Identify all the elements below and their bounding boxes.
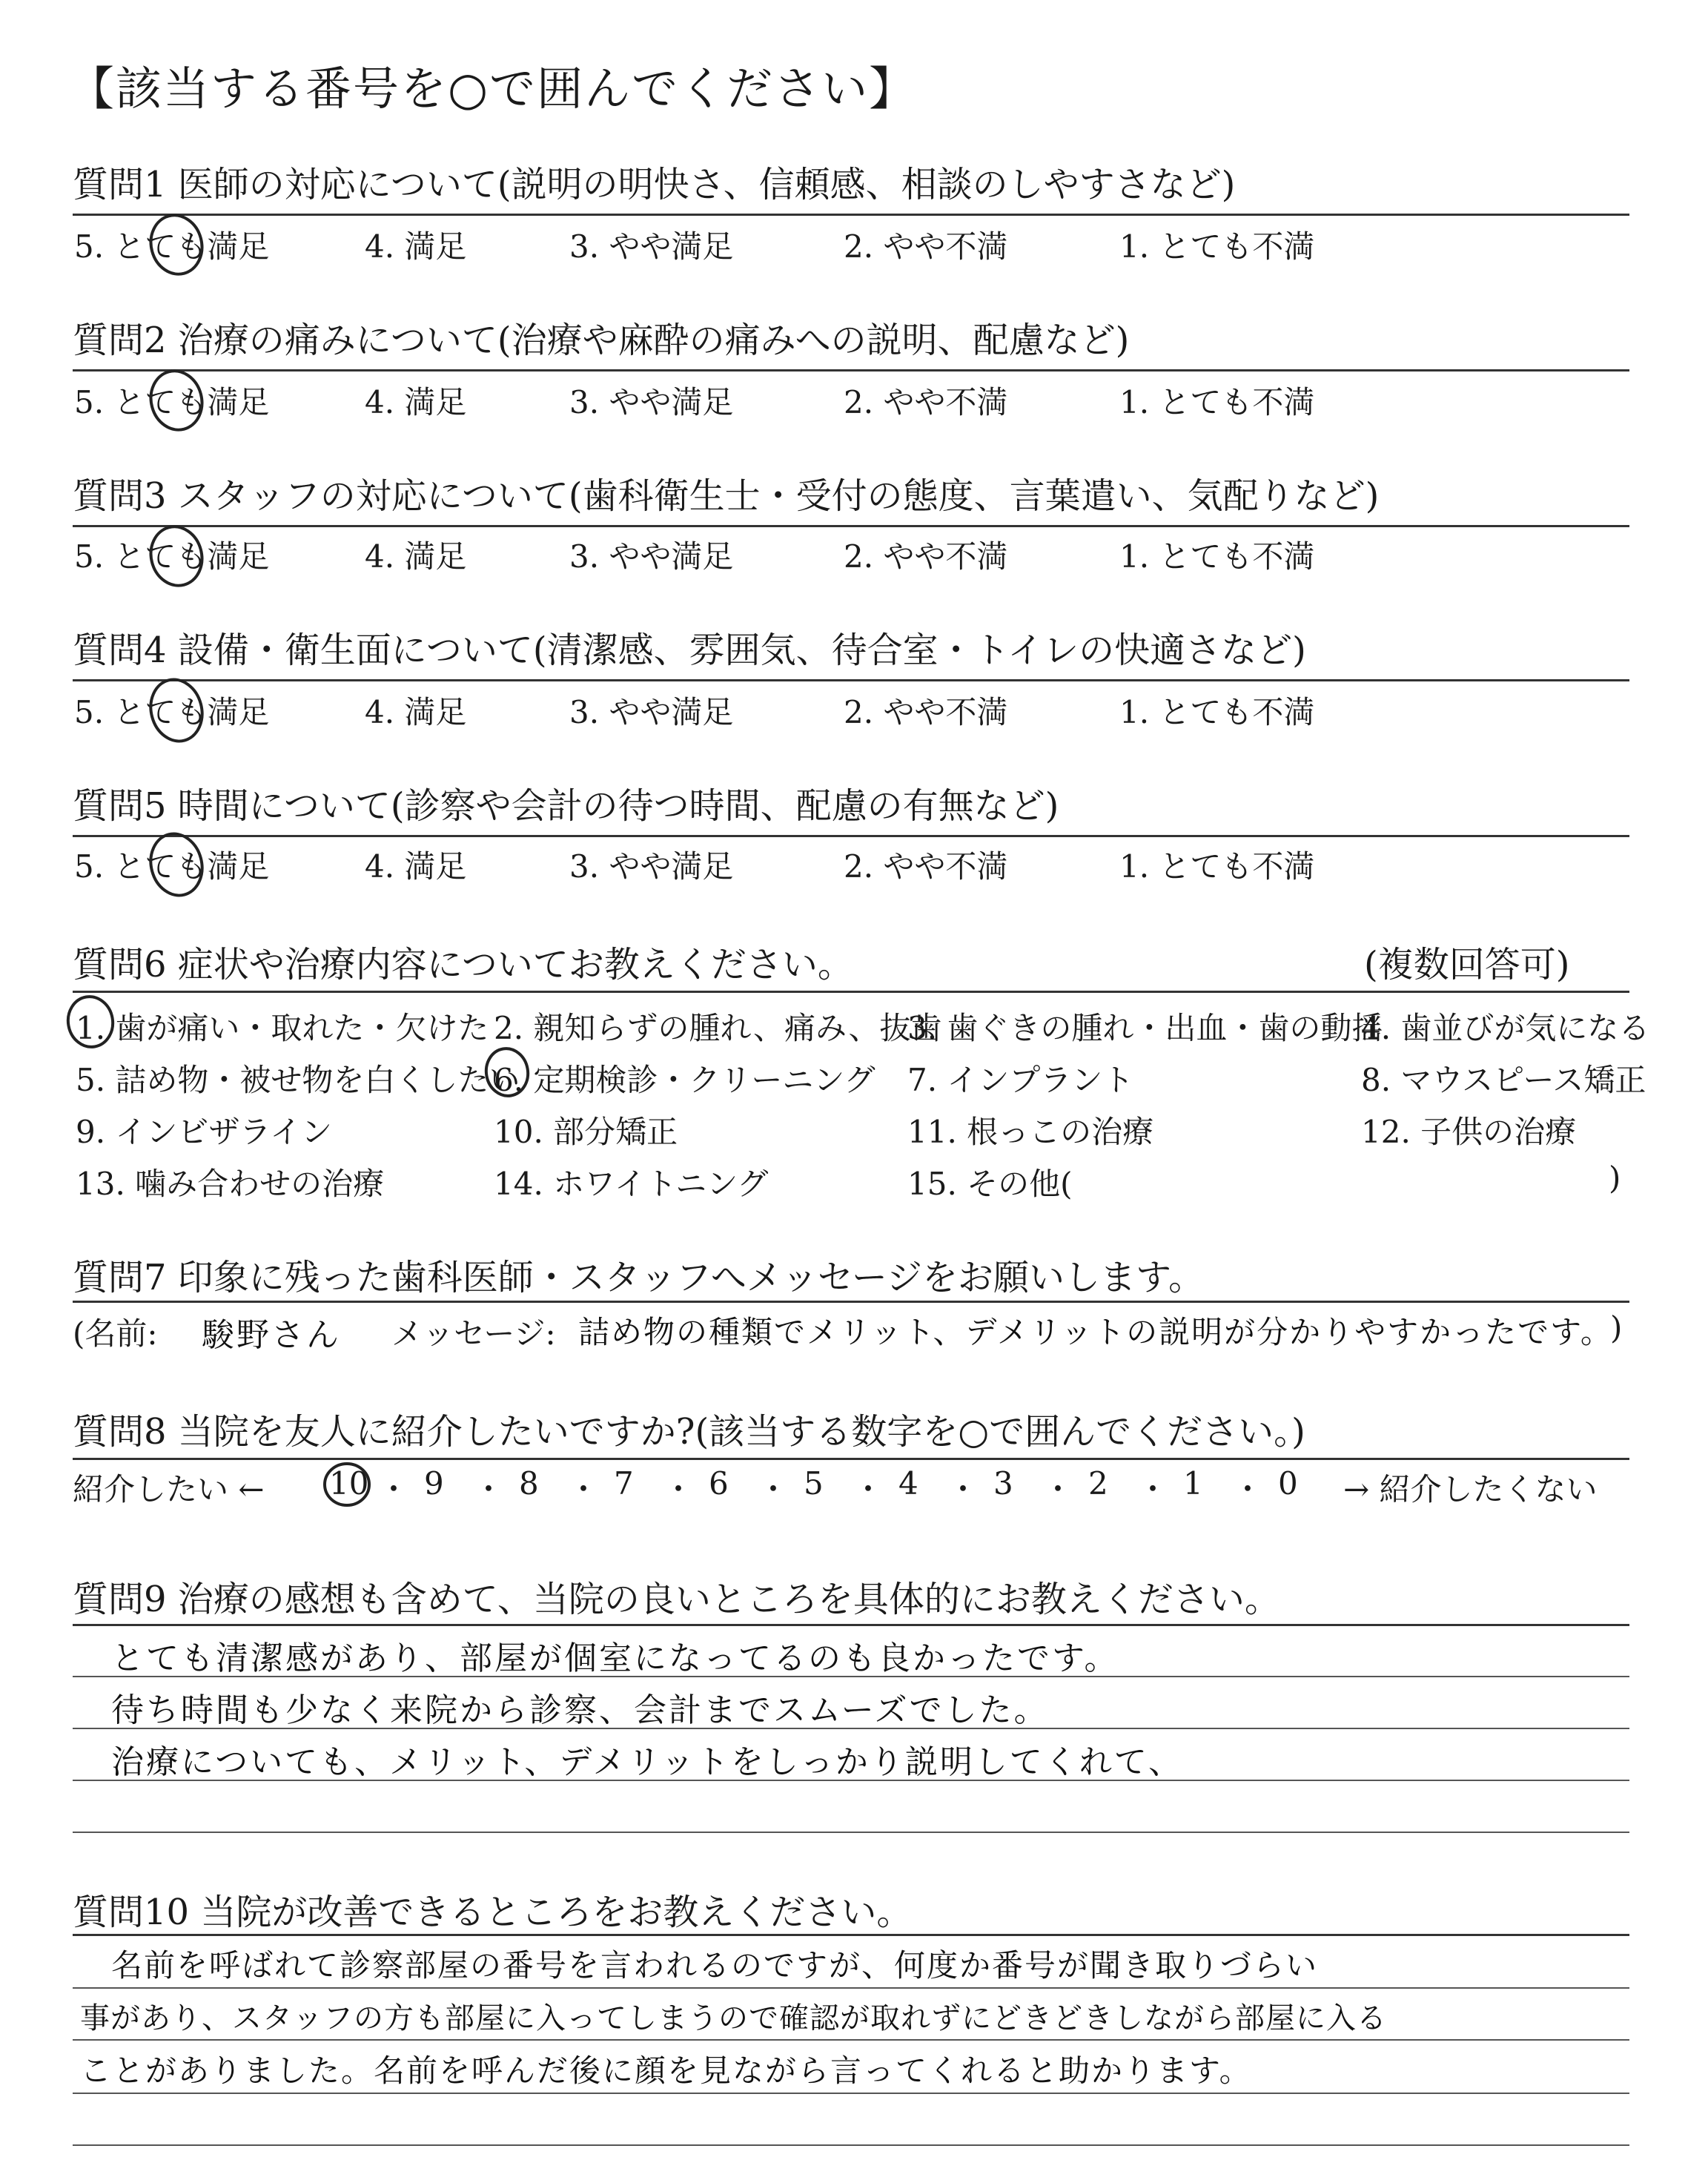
q10-answer-line-2[interactable]: 事があり、スタッフの方も部屋に入ってしまうので確認が取れずにどきどきしながら部屋に入る bbox=[80, 2001, 1387, 2035]
q2-option-5[interactable]: 5. とても満足 bbox=[74, 384, 270, 420]
q4-option-1[interactable]: 1. とても不満 bbox=[1119, 694, 1315, 730]
q6-item-2[interactable]: 2. 親知らずの腫れ、痛み、抜歯 bbox=[494, 1010, 942, 1046]
scale-separator: ・ bbox=[378, 1471, 410, 1507]
q4-option-5[interactable]: 5. とても満足 bbox=[74, 694, 270, 730]
question-4-label: 質問4 設備・衛生面について(清潔感、雰囲気、待合室・トイレの快適さなど) bbox=[73, 630, 1306, 671]
q3-option-3[interactable]: 3. やや満足 bbox=[569, 538, 734, 575]
q6-item-1-circle bbox=[64, 993, 117, 1050]
q2-option-3[interactable]: 3. やや満足 bbox=[569, 384, 734, 420]
scale-separator: ・ bbox=[1137, 1471, 1169, 1507]
q1-option-3[interactable]: 3. やや満足 bbox=[569, 228, 734, 265]
q6-item-4[interactable]: 4. 歯並びが気になる bbox=[1361, 1010, 1650, 1046]
q6-item-7[interactable]: 7. インプラント bbox=[907, 1062, 1134, 1098]
q1-option-1[interactable]: 1. とても不満 bbox=[1119, 228, 1315, 265]
q2-option-1[interactable]: 1. とても不満 bbox=[1119, 384, 1315, 420]
question-6-label: 質問6 症状や治療内容についてお教えください。 bbox=[73, 944, 853, 985]
q5-option-1[interactable]: 1. とても不満 bbox=[1119, 848, 1315, 885]
recommend-score-9[interactable]: 9 bbox=[424, 1465, 444, 1502]
multiple-answers-note: (複数回答可) bbox=[1364, 944, 1570, 985]
q6-item-14[interactable]: 14. ホワイトニング bbox=[494, 1166, 769, 1202]
q6-item-5[interactable]: 5. 詰め物・被せ物を白くしたい bbox=[76, 1062, 520, 1098]
q1-selection-circle bbox=[145, 210, 208, 280]
q10-answer-line-3[interactable]: ことがありました。名前を呼んだ後に顔を見ながら言ってくれると助かります。 bbox=[80, 2052, 1252, 2089]
recommend-score-5[interactable]: 5 bbox=[804, 1465, 824, 1502]
scale-separator: ・ bbox=[947, 1471, 979, 1507]
q9-answer-line-3[interactable]: 治療についても、メリット、デメリットをしっかり説明してくれて、 bbox=[111, 1743, 1183, 1781]
q1-option-5[interactable]: 5. とても満足 bbox=[74, 228, 270, 265]
q6-item-6[interactable]: 6. 定期検診・クリーニング bbox=[494, 1062, 875, 1098]
q6-item-9[interactable]: 9. インビザライン bbox=[76, 1114, 333, 1150]
q5-option-2[interactable]: 2. やや不満 bbox=[844, 848, 1008, 885]
q4-selection-circle bbox=[144, 674, 208, 747]
q1-option-2[interactable]: 2. やや不満 bbox=[844, 228, 1008, 265]
message-close: ) bbox=[1610, 1309, 1623, 1346]
name-label: (名前: bbox=[73, 1315, 158, 1352]
q8-selection-circle bbox=[325, 1464, 369, 1505]
q3-option-1[interactable]: 1. とても不満 bbox=[1119, 538, 1315, 575]
q6-item-8[interactable]: 8. マウスピース矯正 bbox=[1361, 1062, 1646, 1098]
scale-separator: ・ bbox=[663, 1471, 695, 1507]
q5-option-4[interactable]: 4. 満足 bbox=[365, 848, 467, 885]
question-7-label: 質問7 印象に残った歯科医師・スタッフへメッセージをお願いします。 bbox=[73, 1257, 1205, 1298]
q3-option-4[interactable]: 4. 満足 bbox=[365, 538, 467, 575]
scale-separator: ・ bbox=[1232, 1471, 1264, 1507]
question-2-label: 質問2 治療の痛みについて(治療や麻酔の痛みへの説明、配慮など) bbox=[73, 320, 1130, 361]
q3-selection-circle bbox=[145, 521, 208, 592]
q2-option-4[interactable]: 4. 満足 bbox=[365, 384, 467, 420]
scale-separator: ・ bbox=[568, 1471, 600, 1507]
question-9-label: 質問9 治療の感想も含めて、当院の良いところを具体的にお教えください。 bbox=[73, 1579, 1280, 1620]
recommend-score-8[interactable]: 8 bbox=[519, 1465, 539, 1502]
page-title: 【該当する番号を○で囲んでください】 bbox=[68, 62, 917, 116]
q4-option-4[interactable]: 4. 満足 bbox=[365, 694, 467, 730]
q6-item-13[interactable]: 13. 噛み合わせの治療 bbox=[76, 1166, 385, 1202]
recommend-score-4[interactable]: 4 bbox=[898, 1465, 918, 1502]
question-3-label: 質問3 スタッフの対応について(歯科衛生士・受付の態度、言葉遣い、気配りなど) bbox=[73, 475, 1380, 517]
q6-item-6-circle bbox=[483, 1046, 532, 1100]
q6-item-10[interactable]: 10. 部分矯正 bbox=[494, 1114, 678, 1150]
name-field[interactable]: 駿野さん bbox=[202, 1316, 341, 1354]
recommend-score-1[interactable]: 1 bbox=[1183, 1465, 1203, 1502]
q6-item-11[interactable]: 11. 根っこの治療 bbox=[907, 1114, 1154, 1150]
question-1-label: 質問1 医師の対応について(説明の明快さ、信頼感、相談のしやすさなど) bbox=[73, 164, 1236, 205]
question-10-label: 質問10 当院が改善できるところをお教えください。 bbox=[73, 1892, 913, 1933]
q2-selection-circle bbox=[145, 366, 208, 436]
recommend-left-label: 紹介したい ← bbox=[73, 1471, 265, 1507]
q6-item-1[interactable]: 1. 歯が痛い・取れた・欠けた bbox=[76, 1010, 489, 1046]
scale-separator: ・ bbox=[1042, 1471, 1074, 1507]
scale-separator: ・ bbox=[758, 1471, 790, 1507]
q6-item-3[interactable]: 3. 歯ぐきの腫れ・出血・歯の動揺 bbox=[907, 1010, 1383, 1046]
q3-option-2[interactable]: 2. やや不満 bbox=[844, 538, 1008, 575]
q6-item-15-close: ) bbox=[1609, 1160, 1621, 1196]
scale-separator: ・ bbox=[473, 1471, 505, 1507]
recommend-score-3[interactable]: 3 bbox=[993, 1465, 1013, 1502]
q2-option-2[interactable]: 2. やや不満 bbox=[844, 384, 1008, 420]
recommend-score-7[interactable]: 7 bbox=[614, 1465, 634, 1502]
q9-answer-line-2[interactable]: 待ち時間も少なく来院から診察、会計までスムーズでした。 bbox=[111, 1691, 1049, 1729]
recommend-score-2[interactable]: 2 bbox=[1088, 1465, 1108, 1502]
q6-item-15[interactable]: 15. その他( bbox=[907, 1166, 1073, 1202]
q4-option-3[interactable]: 3. やや満足 bbox=[569, 694, 734, 730]
recommend-score-0[interactable]: 0 bbox=[1278, 1465, 1298, 1502]
message-label: メッセージ: bbox=[391, 1315, 556, 1352]
q9-answer-line-1[interactable]: とても清潔感があり、部屋が個室になってるのも良かったです。 bbox=[111, 1639, 1119, 1677]
recommend-right-label: → 紹介したくない bbox=[1343, 1471, 1598, 1507]
recommend-score-10[interactable]: 10 bbox=[329, 1465, 369, 1502]
question-8-label: 質問8 当院を友人に紹介したいですか?(該当する数字を○で囲んでください。) bbox=[73, 1411, 1305, 1453]
q1-option-4[interactable]: 4. 満足 bbox=[365, 228, 467, 265]
q5-option-5[interactable]: 5. とても満足 bbox=[74, 848, 270, 885]
recommend-score-6[interactable]: 6 bbox=[709, 1465, 729, 1502]
q10-answer-line-1[interactable]: 名前を呼ばれて診察部屋の番号を言われるのですが、何度か番号が聞き取りづらい bbox=[111, 1947, 1319, 1984]
question-5-label: 質問5 時間について(診察や会計の待つ時間、配慮の有無など) bbox=[73, 785, 1059, 827]
scale-separator: ・ bbox=[853, 1471, 884, 1507]
q6-item-12[interactable]: 12. 子供の治療 bbox=[1361, 1114, 1577, 1150]
q3-option-5[interactable]: 5. とても満足 bbox=[74, 538, 270, 575]
q4-option-2[interactable]: 2. やや不満 bbox=[844, 694, 1008, 730]
q5-option-3[interactable]: 3. やや満足 bbox=[569, 848, 734, 885]
message-field[interactable]: 詰め物の種類でメリット、デメリットの説明が分かりやすかったです。 bbox=[578, 1314, 1613, 1350]
q5-selection-circle bbox=[144, 828, 208, 902]
